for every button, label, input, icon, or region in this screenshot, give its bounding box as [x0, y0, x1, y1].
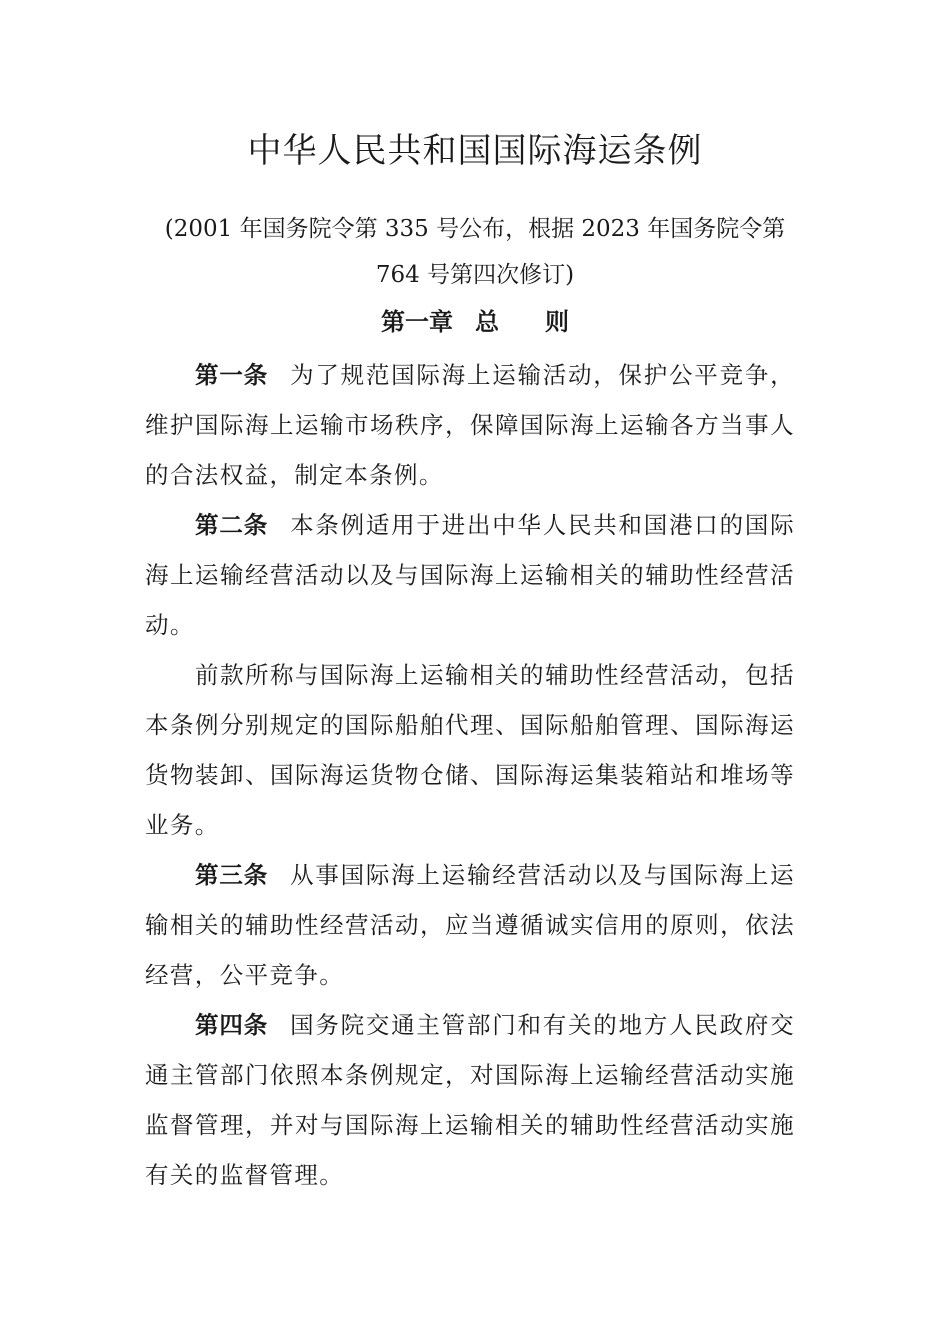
article-paragraph: [145, 850, 795, 1000]
chapter-number: 第一章: [381, 308, 453, 336]
chapter-heading: [0, 300, 950, 344]
article-number: 第三条: [195, 861, 269, 889]
article-number: 第一条: [195, 361, 269, 389]
article-paragraph: [145, 500, 795, 650]
chapter-name-part1: 总: [475, 308, 499, 336]
article-text: 本条例适用于进出中华人民共和国港口的国际海上运输经营活动以及与国际海上运输相关的辅助性经营活动。: [145, 511, 796, 639]
article-number: 第四条: [195, 1011, 269, 1039]
article-paragraph: [145, 350, 795, 500]
article-text: 国务院交通主管部门和有关的地方人民政府交通主管部门依照本条例规定，对国际海上运输经营活动实施监督管理，并对与国际海上运输相关的辅助性经营活动实施有关的监督管理。: [145, 1011, 796, 1189]
article-text: 为了规范国际海上运输活动，保护公平竞争，维护国际海上运输市场秩序，保障国际海上运输各方当事人的合法权益，制定本条例。: [145, 361, 796, 489]
paragraph-text: 前款所称与国际海上运输相关的辅助性经营活动，包括本条例分别规定的国际船舶代理、国际船舶管理、国际海运货物装卸、国际海运货物仓储、国际海运集装箱站和堆场等业务。: [145, 661, 795, 839]
article-number: 第二条: [195, 511, 269, 539]
continuation-paragraph: [145, 650, 795, 850]
article-paragraph: [145, 1000, 795, 1200]
document-title: 中华人民共和国国际海运条例: [247, 131, 703, 171]
document-body: [145, 350, 795, 1200]
document-subtitle: (2001 年国务院令第 335 号公布，根据 2023 年国务院令第 764 号第四次修订): [164, 216, 786, 288]
article-text: 从事国际海上运输经营活动以及与国际海上运输相关的辅助性经营活动，应当遵循诚实信用的原则，依法经营，公平竞争。: [145, 861, 796, 989]
chapter-name-part2: 则: [545, 308, 569, 336]
